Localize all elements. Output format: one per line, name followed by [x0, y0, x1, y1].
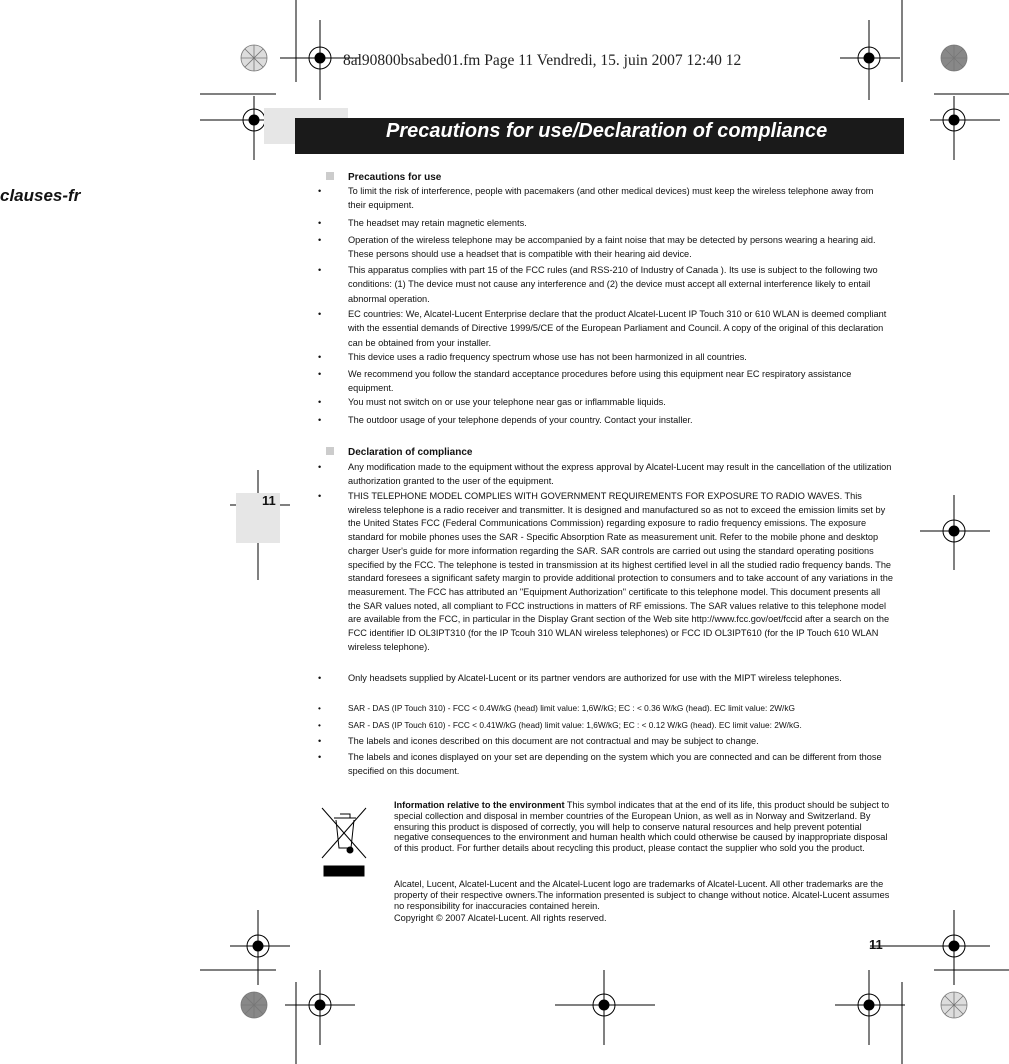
bullet-icon: •	[318, 415, 322, 425]
item-text: This apparatus complies with part 15 of the FCC rules (and RSS-210 of Industry of Canada ). Its use is subject to the following two conditions: (1) The device must not cause any interference and (2) the device must accept all external interference likely to entail abnormal operation.	[348, 265, 878, 304]
environment-heading: Information relative to the environment	[394, 800, 565, 810]
environment-info	[394, 800, 894, 854]
list-item	[318, 307, 893, 350]
list-item	[318, 350, 893, 364]
bullet-icon: •	[318, 491, 322, 501]
list-item	[318, 395, 893, 409]
list-item	[318, 718, 893, 732]
item-text: SAR - DAS (IP Touch 310) - FCC < 0.4W/kG (head) limit value: 1,6W/kG; EC : < 0.36 W/kG (head). EC limit value: 2W/kG	[348, 703, 795, 713]
item-text: SAR - DAS (IP Touch 610) - FCC < 0.41W/kG (head) limit value: 1,6W/kG; EC : < 0.12 W/kG (head). EC limit value: 2W/kG.	[348, 720, 802, 730]
trademarks-text: Alcatel, Lucent, Alcatel-Lucent and the Alcatel-Lucent logo are trademarks of Alcatel-Lucent. All other trademarks are the property of their respective owners.The information presented is subject to change without notice. Alcatel-Lucent assumes no responsibility for inaccuracies contained herein.	[394, 879, 890, 911]
list-item	[318, 233, 893, 262]
item-text: THIS TELEPHONE MODEL COMPLIES WITH GOVERNMENT REQUIREMENTS FOR EXPOSURE TO RADIO WAVES. This wireless telephone is a radio receiver and transmitter. It is designed and manufactured so as not to exceed the emission limits set by the United States FCC (Federal Communications Commission) regarding exposure to radio frequency emissions. The exposure standard for mobile phones uses the SAR - Specific Absorption Rate as measurement unit. Refer to the mobile phone and desktop charger User's guide for more information regarding the SAR. SAR controls are carried out using the standard operating positions specified by the FCC. The telephone is tested in transmission at its highest certified level in all the studied radio frequency bands. The standard foresees a significant safety margin to provide additional protection to consumers and to take account of any variations in the measurement. The FCC has attributed an "Equipment Authorization" certificate to this telephone model. This document presents all the SAR values noted, all compliant to FCC instructions in matters of RF emissions. The SAR values relative to this telephone model are available from the FCC, in particular in the Display Grant section of the Web site http://www.fcc.gov/oet/fccid after a search on the FCC identifier ID OL3IPT310 (for the IP Tcouh 310 WLAN wireless telephones) or FCC ID OL3IPT610 (for the IP Touch 610 WLAN wireless telephone).	[348, 491, 893, 652]
item-text: EC countries: We, Alcatel-Lucent Enterprise declare that the product Alcatel-Lucent IP Touch 310 or 610 WLAN is deemed compliant with the essential demands of Directive 1999/5/CE of the European Parliament and Council. A copy of the original of this declaration can be obtained from your installer.	[348, 309, 887, 348]
item-text: To limit the risk of interference, people with pacemakers (and other medical devices) must keep the wireless telephone away from their equipment.	[348, 186, 874, 211]
bullet-icon: •	[318, 218, 322, 228]
list-item	[318, 701, 893, 715]
bullet-icon: •	[318, 736, 322, 746]
bullet-icon: •	[318, 235, 322, 245]
list-item	[318, 734, 893, 748]
weee-bin-icon	[320, 806, 370, 878]
bullet-icon: •	[318, 186, 322, 196]
list-item	[318, 671, 893, 685]
bullet-icon: •	[318, 752, 322, 762]
item-text: This device uses a radio frequency spectrum whose use has not been harmonized in all countries.	[348, 352, 747, 362]
bullet-icon: •	[318, 397, 322, 407]
square-bullet-icon	[326, 172, 334, 180]
list-item	[318, 490, 893, 654]
bullet-icon: •	[318, 673, 322, 683]
item-text: You must not switch on or use your telephone near gas or inflammable liquids.	[348, 397, 666, 407]
item-text: Operation of the wireless telephone may be accompanied by a faint noise that may be detected by persons wearing a hearing aid. These persons should use a headset that is compatible with their hearing aid device.	[348, 235, 876, 260]
bullet-icon: •	[318, 462, 322, 472]
bullet-icon: •	[318, 309, 322, 319]
list-item	[318, 216, 893, 230]
bullet-icon: •	[318, 265, 322, 275]
list-item	[318, 750, 893, 779]
list-item	[318, 413, 893, 427]
bullet-icon: •	[318, 720, 321, 730]
section-heading-precautions	[348, 172, 441, 183]
bullet-icon: •	[318, 703, 321, 713]
list-item	[318, 184, 893, 213]
copyright-text: Copyright © 2007 Alcatel-Lucent. All rights reserved.	[394, 913, 607, 923]
list-item	[318, 263, 893, 306]
item-text: The labels and icones described on this document are not contractual and may be subject to change.	[348, 736, 759, 746]
page-number: 11	[869, 937, 883, 952]
item-text: The outdoor usage of your telephone depends of your country. Contact your installer.	[348, 415, 693, 425]
item-text: The labels and icones displayed on your set are depending on the system which you are connected and can be different from those specified on this document.	[348, 752, 882, 777]
page-title: Precautions for use/Declaration of compliance	[386, 120, 828, 142]
bullet-icon: •	[318, 369, 322, 379]
item-text: The headset may retain magnetic elements.	[348, 218, 527, 228]
square-bullet-icon	[326, 447, 334, 455]
section-heading-declaration	[348, 447, 472, 458]
list-item	[318, 367, 893, 396]
heading-text: Precautions for use	[348, 172, 442, 183]
item-text: We recommend you follow the standard acceptance procedures before using this equipment near EC respiratory assistance equipment.	[348, 369, 852, 394]
file-slug: 8al90800bsabed01.fm Page 11 Vendredi, 15. juin 2007 12:40 12	[343, 52, 742, 69]
item-text: Any modification made to the equipment without the express approval by Alcatel-Lucent may result in the cancellation of the utilization authorization granted to the user of the equipment.	[348, 462, 892, 487]
side-label: clauses-fr	[0, 186, 81, 205]
item-text: Only headsets supplied by Alcatel-Lucent or its partner vendors are authorized for use with the MIPT wireless telephones.	[348, 673, 842, 683]
list-item	[318, 460, 893, 489]
environment-text: This symbol indicates that at the end of its life, this product should be subject to special collection and disposal in member countries of the European Union, as well as in Norway and Switzerland. By ensuring this product is disposed of correctly, you will help to conserve natural resources and help prevent potential negative consequences to the environment and human health which could otherwise be caused by inappropriate disposal of this product. For further details about recycling this product, please contact the supplier who sold you the product.	[394, 800, 890, 854]
heading-text: Declaration of compliance	[348, 447, 473, 458]
bullet-icon: •	[318, 352, 322, 362]
page-number-side: 11	[262, 493, 276, 508]
